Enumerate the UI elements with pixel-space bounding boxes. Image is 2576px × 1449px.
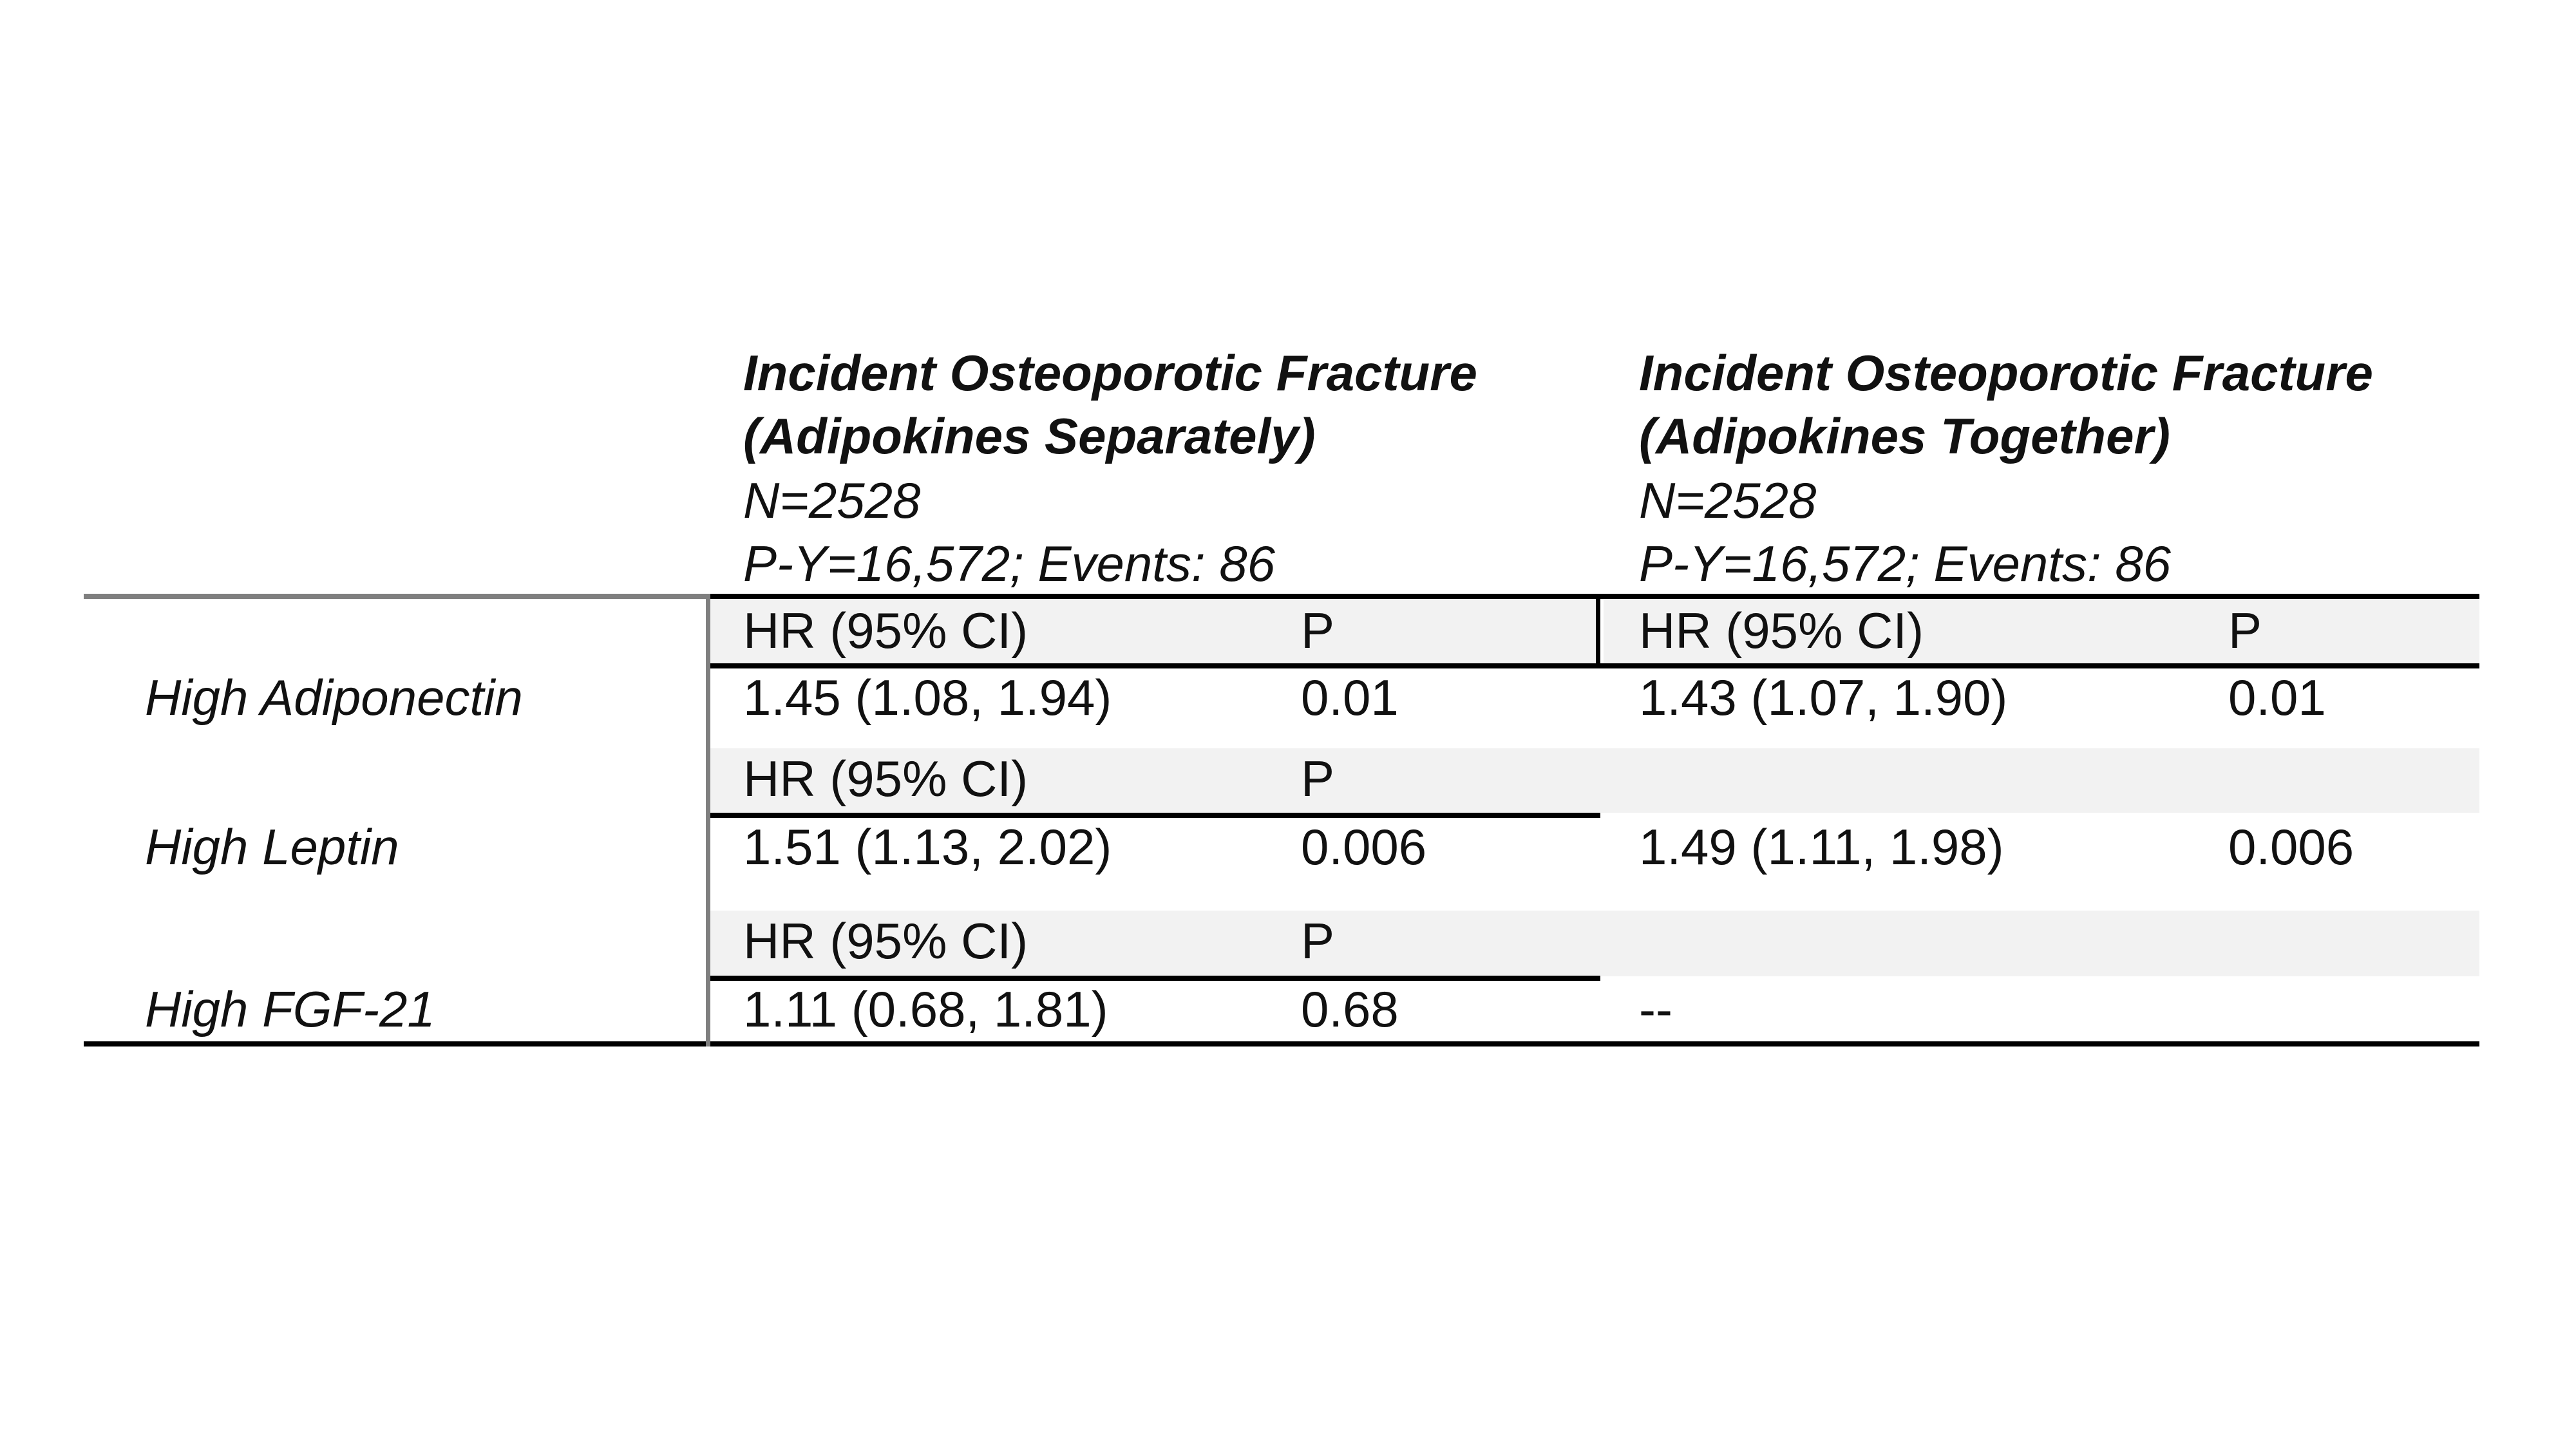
group-separately-n: N=2528 [743, 472, 921, 529]
cell-leptin-tog-p: 0.006 [2228, 819, 2354, 875]
table-bottom-rule [84, 1041, 2479, 1046]
row-label-adiponectin: High Adiponectin [145, 669, 523, 726]
cell-fgf21-tog-hr: -- [1639, 981, 1672, 1037]
header-top-rule [708, 594, 2479, 599]
group-divider-rule [1596, 594, 1600, 666]
cell-leptin-sep-hr: 1.51 (1.13, 2.02) [743, 819, 1112, 875]
header-bottom-rule-row-2 [708, 813, 1600, 818]
row-label-fgf21: High FGF-21 [145, 981, 435, 1037]
group-together-n: N=2528 [1639, 472, 1817, 529]
col-header-p-separately-2: P [1301, 750, 1335, 807]
cell-fgf21-sep-hr: 1.11 (0.68, 1.81) [743, 981, 1108, 1037]
cell-leptin-sep-p: 0.006 [1301, 819, 1427, 875]
cell-adiponectin-tog-p: 0.01 [2228, 669, 2326, 726]
cell-adiponectin-sep-hr: 1.45 (1.08, 1.94) [743, 669, 1112, 726]
cell-fgf21-sep-p: 0.68 [1301, 981, 1399, 1037]
col-header-hr-separately-3: HR (95% CI) [743, 913, 1028, 969]
group-together-title-line1: Incident Osteoporotic Fracture [1639, 345, 2373, 401]
col-header-p-separately-1: P [1301, 602, 1335, 659]
cell-leptin-tog-hr: 1.49 (1.11, 1.98) [1639, 819, 2004, 875]
stub-vertical-rule [706, 594, 710, 1046]
col-header-hr-separately-2: HR (95% CI) [743, 750, 1028, 807]
group-separately-py-events: P-Y=16,572; Events: 86 [743, 535, 1276, 592]
row-label-leptin: High Leptin [145, 819, 399, 875]
col-header-hr-separately-1: HR (95% CI) [743, 602, 1028, 659]
col-header-hr-together: HR (95% CI) [1639, 602, 1924, 659]
group-together-title-line2: (Adipokines Together) [1639, 408, 2170, 464]
col-header-p-separately-3: P [1301, 913, 1335, 969]
cell-adiponectin-sep-p: 0.01 [1301, 669, 1399, 726]
header-bottom-rule-row-1 [708, 663, 2479, 668]
header-bottom-rule-row-3 [708, 976, 1600, 981]
group-separately-title-line1: Incident Osteoporotic Fracture [743, 345, 1477, 401]
stub-top-rule [84, 594, 708, 599]
col-header-p-together: P [2228, 602, 2262, 659]
group-together-py-events: P-Y=16,572; Events: 86 [1639, 535, 2172, 592]
cell-adiponectin-tog-hr: 1.43 (1.07, 1.90) [1639, 669, 2008, 726]
group-separately-title-line2: (Adipokines Separately) [743, 408, 1316, 464]
